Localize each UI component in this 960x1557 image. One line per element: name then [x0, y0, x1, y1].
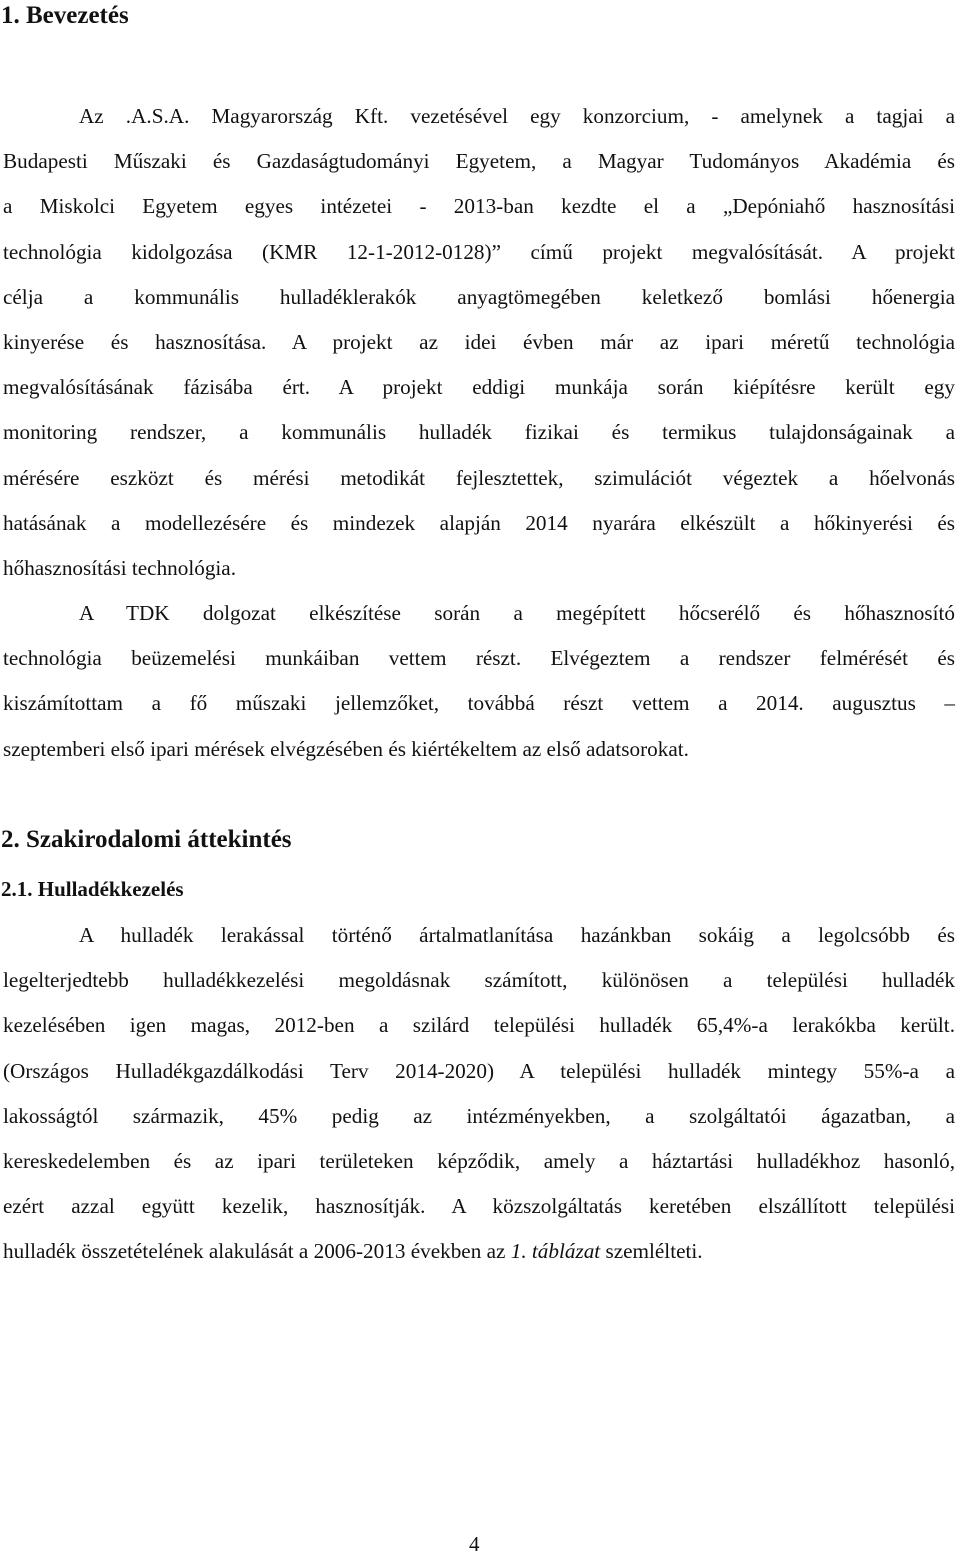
page-number: 4 [469, 1532, 480, 1556]
section-heading-literature-review: 2. Szakirodalomi áttekintés [1, 826, 292, 853]
section-heading-introduction: 1. Bevezetés [1, 2, 129, 29]
text-line: ezért azzal együtt kezelik, hasznosítják. A közszolgáltatás keretében elszállított települési [3, 1194, 955, 1219]
subsection-heading-waste-management: 2.1. Hulladékkezelés [1, 877, 184, 901]
intro-paragraph-2 [3, 591, 955, 772]
text-line: technológia kidolgozása (KMR 12-1-2012-0128)” című projekt megvalósítását. A projekt [3, 239, 955, 264]
text-line: monitoring rendszer, a kommunális hulladék fizikai és termikus tulajdonságainak a [3, 420, 955, 445]
text-line: kinyerése és hasznosítása. A projekt az idei évben már az ipari méretű technológia [3, 329, 955, 354]
table-reference: 1. táblázat [510, 1239, 601, 1264]
text-line: mérésére eszközt és mérési metodikát fejlesztettek, szimulációt végeztek a hőelvonás [3, 465, 955, 490]
text-line: kezelésében igen magas, 2012-ben a szilárd települési hulladék 65,4%-a lerakókba került. [3, 1013, 955, 1038]
text-line: (Országos Hulladékgazdálkodási Terv 2014-2020) A települési hulladék mintegy 55%-a a [3, 1058, 955, 1083]
text-line: hőhasznosítási technológia. [3, 555, 237, 580]
text-fragment: szemlélteti. [600, 1239, 703, 1264]
text-line: technológia beüzemelési munkáiban vettem részt. Elvégeztem a rendszer felmérését és [3, 646, 955, 671]
text-line: hatásának a modellezésére és mindezek alapján 2014 nyarára elkészült a hőkinyerési és [3, 510, 955, 535]
text-line: célja a kommunális hulladéklerakók anyagtömegében keletkező bomlási hőenergia [3, 284, 955, 309]
text-line: Az .A.S.A. Magyarország Kft. vezetésével egy konzorcium, - amelynek a tagjai a [79, 104, 955, 128]
text-line: kiszámítottam a fő műszaki jellemzőket, továbbá részt vettem a 2014. augusztus – [3, 691, 955, 716]
text-line: A hulladék lerakással történő ártalmatlanítása hazánkban sokáig a legolcsóbb és [79, 923, 955, 947]
intro-paragraph-1 [3, 94, 955, 591]
text-line: szeptemberi első ipari mérések elvégzésében és kiértékeltem az első adatsorokat. [3, 736, 689, 761]
text-line: legelterjedtebb hulladékkezelési megoldásnak számított, különösen a települési hulladék [3, 968, 955, 993]
text-line: lakosságtól származik, 45% pedig az intézményekben, a szolgáltatói ágazatban, a [3, 1103, 955, 1128]
text-line: A TDK dolgozat elkészítése során a megépített hőcserélő és hőhasznosító [79, 601, 955, 625]
text-line: Budapesti Műszaki és Gazdaságtudományi Egyetem, a Magyar Tudományos Akadémia és [3, 149, 955, 174]
text-line: megvalósításának fázisába ért. A projekt eddigi munkája során kiépítésre került egy [3, 375, 955, 400]
waste-management-paragraph [3, 913, 955, 1275]
text-line: kereskedelemben és az ipari területeken képződik, amely a háztartási hulladékhoz hasonló, [3, 1148, 955, 1173]
text-fragment: hulladék összetételének alakulását a 2006-2013 években az [3, 1239, 511, 1264]
text-line: a Miskolci Egyetem egyes intézetei - 2013-ban kezdte el a „Depóniahő hasznosítási [3, 194, 955, 219]
text-line [3, 1229, 955, 1274]
